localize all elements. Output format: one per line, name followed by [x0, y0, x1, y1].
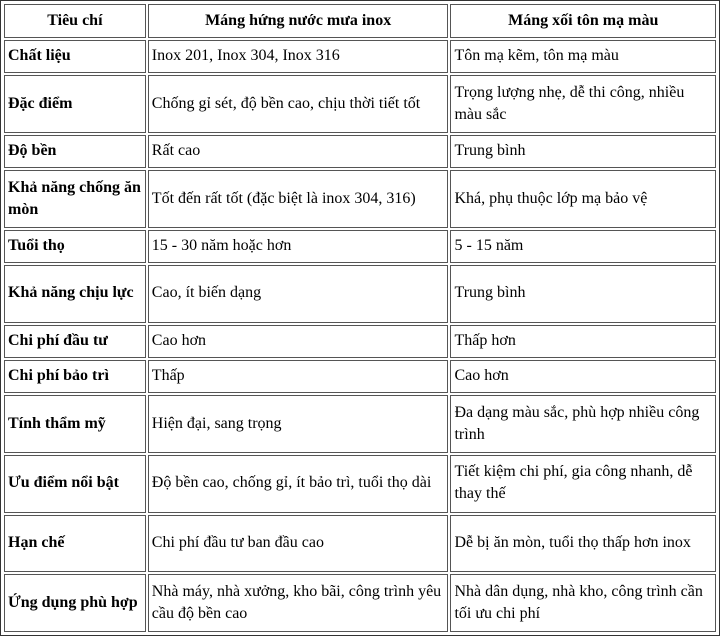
row-inox-value: Hiện đại, sang trọng [148, 395, 449, 453]
table-row [4, 395, 716, 453]
row-criterion: Chi phí bảo trì [4, 360, 146, 393]
table-row [4, 515, 716, 573]
header-criterion: Tiêu chí [4, 4, 146, 38]
table-row [4, 265, 716, 323]
row-inox-value: Inox 201, Inox 304, Inox 316 [148, 40, 449, 73]
row-inox-value: Rất cao [148, 135, 449, 168]
row-inox-value: Cao hơn [148, 325, 449, 358]
row-criterion: Đặc điểm [4, 75, 146, 133]
comparison-table [2, 2, 718, 634]
row-inox-value: Độ bền cao, chống gỉ, ít bảo trì, tuổi thọ dài [148, 455, 449, 513]
row-coated-steel-value: Dễ bị ăn mòn, tuổi thọ thấp hơn inox [450, 515, 716, 573]
table-header-row [4, 4, 716, 38]
row-inox-value: Tốt đến rất tốt (đặc biệt là inox 304, 316) [148, 170, 449, 228]
row-coated-steel-value: Tiết kiệm chi phí, gia công nhanh, dễ thay thế [450, 455, 716, 513]
row-coated-steel-value: Cao hơn [450, 360, 716, 393]
table-row [4, 40, 716, 73]
row-criterion: Độ bền [4, 135, 146, 168]
row-criterion: Tính thẩm mỹ [4, 395, 146, 453]
row-coated-steel-value: Trọng lượng nhẹ, dễ thi công, nhiều màu sắc [450, 75, 716, 133]
table-row [4, 230, 716, 263]
row-inox-value: Thấp [148, 360, 449, 393]
row-inox-value: Chống gỉ sét, độ bền cao, chịu thời tiết tốt [148, 75, 449, 133]
row-inox-value: Chi phí đầu tư ban đầu cao [148, 515, 449, 573]
table-row [4, 75, 716, 133]
header-inox-gutter: Máng hứng nước mưa inox [148, 4, 449, 38]
row-criterion: Khả năng chịu lực [4, 265, 146, 323]
row-coated-steel-value: 5 - 15 năm [450, 230, 716, 263]
row-criterion: Ưu điểm nổi bật [4, 455, 146, 513]
row-coated-steel-value: Khá, phụ thuộc lớp mạ bảo vệ [450, 170, 716, 228]
row-coated-steel-value: Trung bình [450, 135, 716, 168]
row-criterion: Chất liệu [4, 40, 146, 73]
table-row [4, 170, 716, 228]
row-inox-value: 15 - 30 năm hoặc hơn [148, 230, 449, 263]
table-row [4, 574, 716, 632]
row-inox-value: Nhà máy, nhà xưởng, kho bãi, công trình yêu cầu độ bền cao [148, 574, 449, 632]
row-criterion: Chi phí đầu tư [4, 325, 146, 358]
row-coated-steel-value: Thấp hơn [450, 325, 716, 358]
table-row [4, 455, 716, 513]
header-coated-steel-gutter: Máng xối tôn mạ màu [450, 4, 716, 38]
table-row [4, 360, 716, 393]
row-coated-steel-value: Nhà dân dụng, nhà kho, công trình cần tối ưu chi phí [450, 574, 716, 632]
row-coated-steel-value: Trung bình [450, 265, 716, 323]
row-coated-steel-value: Tôn mạ kẽm, tôn mạ màu [450, 40, 716, 73]
row-inox-value: Cao, ít biến dạng [148, 265, 449, 323]
row-criterion: Hạn chế [4, 515, 146, 573]
row-criterion: Tuổi thọ [4, 230, 146, 263]
table-row [4, 135, 716, 168]
row-criterion: Khả năng chống ăn mòn [4, 170, 146, 228]
table-row [4, 325, 716, 358]
row-coated-steel-value: Đa dạng màu sắc, phù hợp nhiều công trình [450, 395, 716, 453]
row-criterion: Ứng dụng phù hợp [4, 574, 146, 632]
